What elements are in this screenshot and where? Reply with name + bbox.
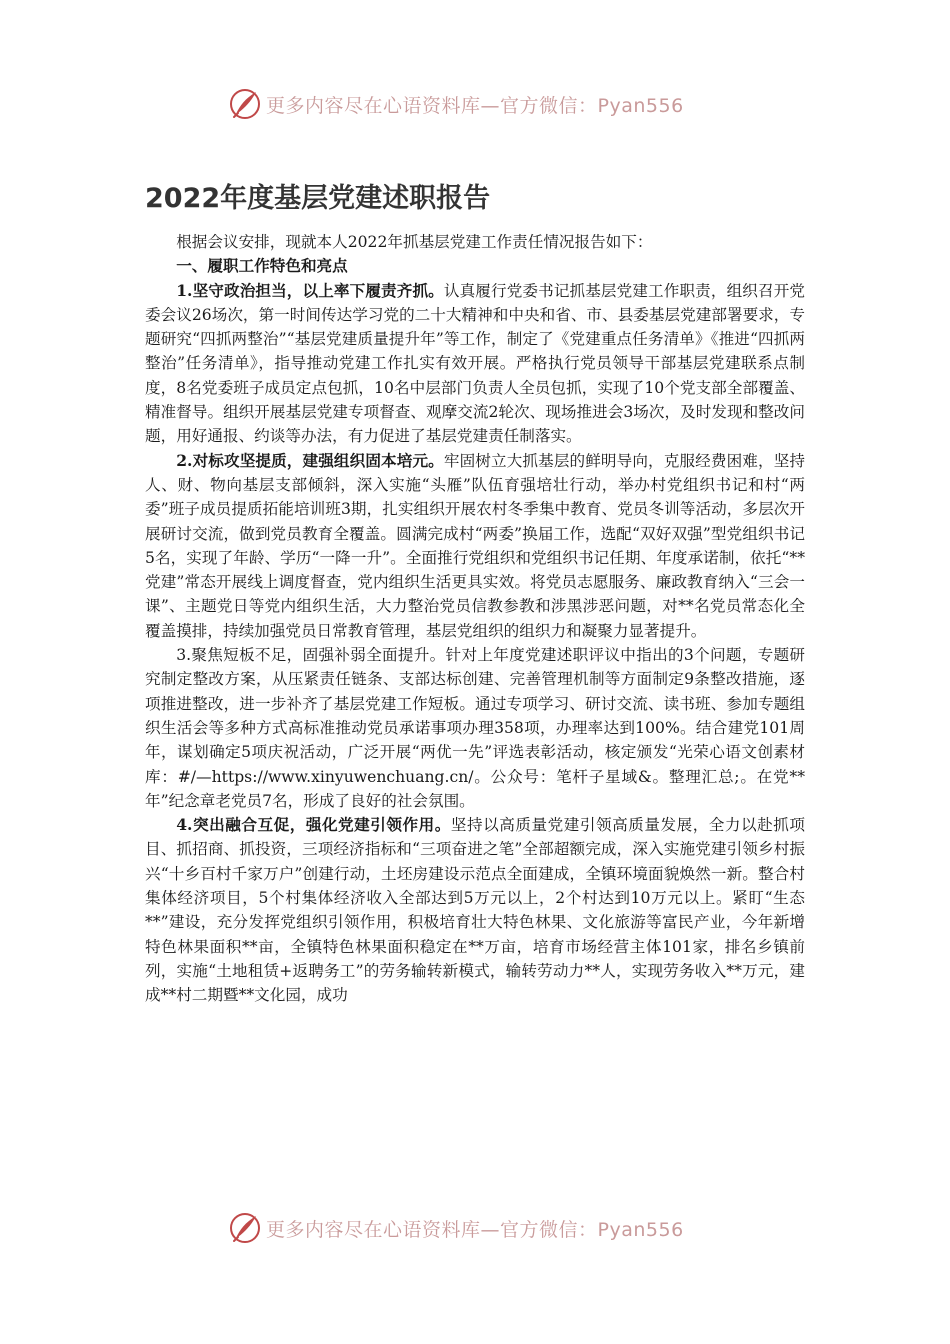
paragraph-1-text: 认真履行党委书记抓基层党建工作职责，组织召开党委会议26场次，第一时间传达学习党的二十大精神和中央和省、市、县委基层党建部署要求，专题研究“四抓两整治”“基层党建质量提升年”等工作，制定了《党建重点任务清单》《推进“四抓两整治”任务清单》，指导推动党建工作扎实有效开展。严格执行党员领导干部基层党建联系点制度，8名党委班子成员定点包抓，10名中层部门负责人全员包抓，实现了10个党支部全部覆盖、精准督导。组织开展基层党建专项督查、观摩交流2轮次、现场推进会3场次，及时发现和整改问题，用好通报、约谈等办法，有力促进了基层党建责任制落实。 (145, 281, 805, 446)
document-body (145, 230, 805, 1008)
paragraph-4 (145, 813, 805, 1007)
paragraph-4-text: 坚持以高质量党建引领高质量发展，全力以赴抓项目、抓招商、抓投资，三项经济指标和“三项奋进之笔”全部超额完成，深入实施党建引领乡村振兴“十乡百村千家万户”创建行动，土坯房建设示范点全面建成，全镇环境面貌焕然一新。整合村集体经济项目，5个村集体经济收入全部达到5万元以上，2个村达到10万元以上。紧盯“生态**”建设，充分发挥党组织引领作用，积极培育壮大特色林果、文化旅游等富民产业，今年新增特色林果面积**亩，全镇特色林果面积稳定在**万亩，培育市场经营主体101家，排名乡镇前列，实施“土地租赁+返聘务工”的劳务输转新模式，输转劳动力**人，实现劳务收入**万元，建成**村二期暨**文化园，成功 (145, 816, 805, 1005)
paragraph-4-lead: 4.突出融合互促，强化党建引领作用。 (176, 815, 451, 835)
paragraph-2-text: 牢固树立大抓基层的鲜明导向，克服经费困难，坚持人、财、物向基层支部倾斜，深入实施“头雁”队伍育强培壮行动，举办村党组织书记和村“两委”班子成员提质拓能培训班3期，扎实组织开展农村冬季集中教育、党员冬训等活动，多层次开展研讨交流，做到党员教育全覆盖。圆满完成村“两委”换届工作，选配“双好双强”型党组织书记5名，实现了年龄、学历“一降一升”。全面推行党组织和党组织书记任期、年度承诺制，依托“**党建”常态开展线上调度督查，党内组织生活更具实效。将党员志愿服务、廉政教育纳入“三会一课”、主题党日等党内组织生活，大力整治党员信教参教和涉黑涉恶问题，对**名党员常态化全覆盖摸排，持续加强党员日常教育管理，基层党组织的组织力和凝聚力显著提升。 (145, 451, 805, 640)
paragraph-3 (145, 643, 805, 813)
quill-logo-icon (228, 87, 262, 121)
paragraph-2 (145, 449, 805, 643)
footer-banner (228, 1208, 684, 1248)
paragraph-3-text: 3.聚焦短板不足，固强补弱全面提升。针对上年度党建述职评议中指出的3个问题，专题研究制定整改方案，从压紧责任链条、支部达标创建、完善管理机制等方面制定9条整改措施，逐项推进整改，进一步补齐了基层党建工作短板。通过专项学习、研讨交流、读书班、参加专题组织生活会等多种方式高标准推动党员承诺事项办理358项，办理率达到100%。结合建党101周年，谋划确定5项庆祝活动，广泛开展“两优一先”评选表彰活动，核定颁发“光荣心语文创素材库：#/—https://www.xinyuwenchuang.cn/。公众号：笔杆子星域&。整理汇总;。在党**年”纪念章老党员7名，形成了良好的社会氛围。 (145, 646, 805, 810)
paragraph-2-lead: 2.对标攻坚提质，建强组织固本培元。 (176, 450, 444, 470)
paragraph-1 (145, 279, 805, 449)
header-banner (228, 84, 684, 124)
banner-text: 更多内容尽在心语资料库—官方微信：Pyan556 (266, 1218, 684, 1241)
paragraph-1-lead: 1.坚守政治担当，以上率下履责齐抓。 (176, 280, 444, 300)
document-title: 2022年度基层党建述职报告 (145, 183, 491, 214)
intro-paragraph: 根据会议安排，现就本人2022年抓基层党建工作责任情况报告如下： (176, 233, 653, 251)
banner-text: 更多内容尽在心语资料库—官方微信：Pyan556 (266, 94, 684, 117)
quill-logo-icon (228, 1211, 262, 1245)
section-heading: 一、履职工作特色和亮点 (176, 256, 348, 276)
